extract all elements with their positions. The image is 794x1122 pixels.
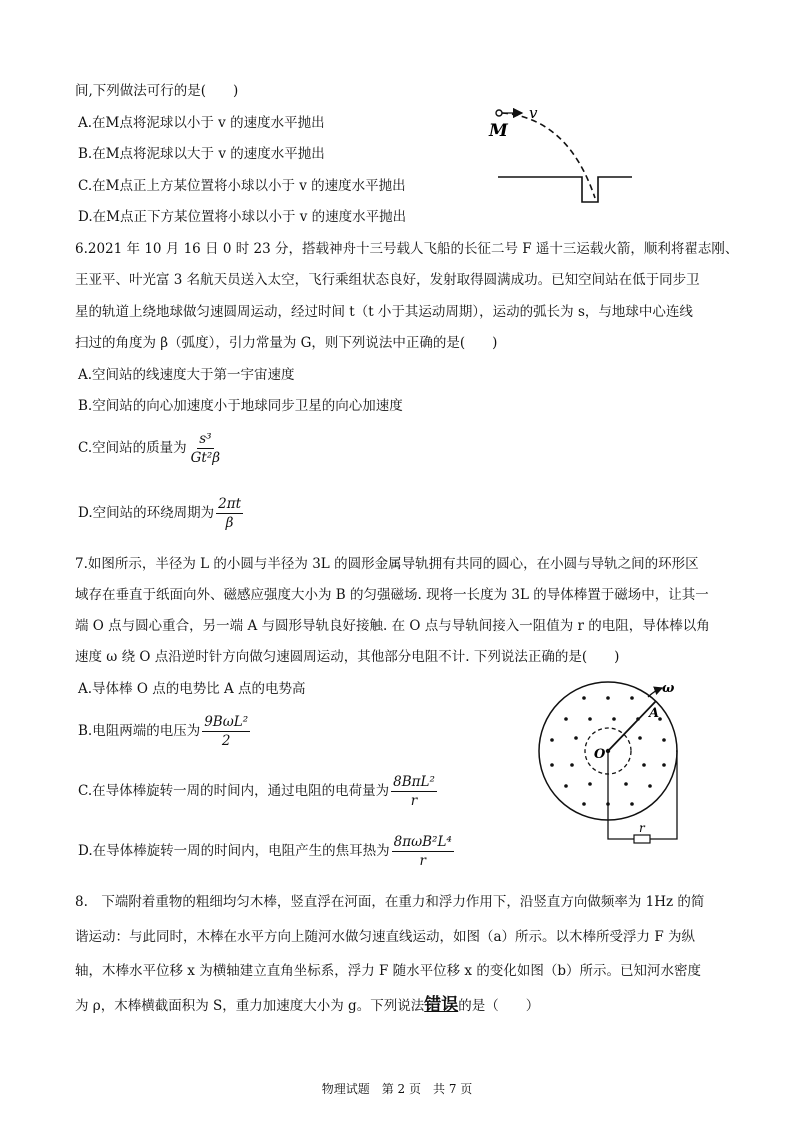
q7-line-2: 域存在垂直于纸面向外、磁感应强度大小为 B 的匀强磁场. 现将一长度为 3L 的导体棒置于磁场中，让其一 bbox=[75, 587, 709, 603]
q7-point-a-label: A bbox=[649, 706, 660, 721]
q7-line-1: 7.如图所示，半径为 L 的小圆与半径为 3L 的圆形金属导轨拥有共同的圆心，在小圆与导轨之间的环形区 bbox=[75, 556, 699, 572]
q6-option-d-fraction: $\frac{2\pi t}{\beta}$ bbox=[218, 496, 242, 531]
q6-line-4: 扫过的角度为 β（弧度），引力常量为 G，则下列说法中正确的是( ) bbox=[75, 335, 498, 351]
q7-rotation-arrow bbox=[648, 688, 662, 697]
q6-line-1: 6.2021 年 10 月 16 日 0 时 23 分，搭载神舟十三号载人飞船的长征二号 F 遥十三运载火箭，顺利将翟志刚、 bbox=[75, 241, 739, 257]
q5-option-c: C.在M点正上方某位置将小球以小于 v 的速度水平抛出 bbox=[78, 178, 406, 194]
q5-figure bbox=[488, 100, 638, 210]
q6-line-3: 星的轨道上绕地球做匀速圆周运动，经过时间 t（t 小于其运动周期），运动的弧长为 s，与地球中心连线 bbox=[75, 304, 693, 320]
q6-option-a: A.空间站的线速度大于第一宇宙速度 bbox=[78, 367, 295, 383]
q8-line-4: 为 ρ，木棒横截面积为 S，重力加速度大小为 g。下列说法错误的是（ ） bbox=[75, 995, 540, 1015]
q5-ball bbox=[496, 110, 502, 116]
q8-line-2: 谐运动：与此同时，木棒在水平方向上随河水做匀速直线运动，如图（a）所示。以木棒所受浮力 F 为纵 bbox=[75, 929, 695, 945]
q5-option-d: D.在M点正下方某位置将小球以小于 v 的速度水平抛出 bbox=[78, 209, 407, 225]
q6-option-d: D.空间站的环绕周期为 $\frac{2\pi t}{\beta}$ bbox=[78, 496, 242, 531]
q7-option-b-fraction: $\frac{\text{9BωL²}}{2}$ bbox=[204, 714, 249, 749]
q7-figure bbox=[538, 680, 698, 850]
q8-emphasis-word: 错误 bbox=[424, 995, 459, 1015]
q7-resistor-label: r bbox=[639, 821, 645, 835]
q5-stem-tail: 间,下列做法可行的是( ) bbox=[75, 83, 239, 99]
q5-trajectory bbox=[502, 113, 595, 198]
q7-option-a: A.导体棒 O 点的电势比 A 点的电势高 bbox=[78, 681, 306, 697]
q7-option-c-fraction: $\frac{\text{8BπL²}}{r}$ bbox=[393, 774, 435, 809]
q8-line-1: 8. 下端附着重物的粗细均匀木棒，竖直浮在河面，在重力和浮力作用下，沿竖直方向做频率为 1Hz 的简 bbox=[75, 894, 705, 910]
q7-line-3: 端 O 点与圆心重合，另一端 A 与圆形导轨良好接触. 在 O 点与导轨间接入一阻值为 r 的电阻，导体棒以角 bbox=[75, 618, 710, 634]
q8-line-3: 轴，木棒水平位移 x 为横轴建立直角坐标系，浮力 F 随水平位移 x 的变化如图（b）所示。已知河水密度 bbox=[75, 963, 701, 979]
q6-option-c-fraction: $\frac{\text{s³}}{\text{Gt²β}}$ bbox=[190, 431, 221, 466]
q7-option-d: D.在导体棒旋转一周的时间内，电阻产生的焦耳热为 $\frac{\text{8πωB²L⁴}}{r}$ bbox=[78, 834, 452, 869]
q7-option-c: C.在导体棒旋转一周的时间内，通过电阻的电荷量为 $\frac{\text{8BπL²}}{r}$ bbox=[78, 774, 435, 809]
q5-option-b: B.在M点将泥球以大于 v 的速度水平抛出 bbox=[78, 146, 325, 162]
q6-line-2: 王亚平、叶光富 3 名航天员送入太空，飞行乘组状态良好，发射取得圆满成功。已知空间站在低于同步卫 bbox=[75, 272, 700, 288]
q7-resistor bbox=[634, 835, 650, 843]
q5-point-label: M bbox=[489, 121, 508, 141]
q5-option-a: A.在M点将泥球以小于 v 的速度水平抛出 bbox=[78, 115, 325, 131]
q5-velocity-label: v bbox=[529, 104, 538, 122]
page-footer: 物理试题 第 2 页 共 7 页 bbox=[321, 1082, 473, 1096]
q6-option-c: C.空间站的质量为 $\frac{\text{s³}}{\text{Gt²β}}$ bbox=[78, 431, 221, 466]
q7-lead-wire-center bbox=[608, 751, 634, 839]
q7-option-b: B.电阻两端的电压为 $\frac{\text{9BωL²}}{2}$ bbox=[78, 714, 249, 749]
q7-omega-label: ω bbox=[662, 681, 675, 696]
q6-option-b: B.空间站的向心加速度小于地球同步卫星的向心加速度 bbox=[78, 398, 403, 414]
q5-ground-with-hole bbox=[498, 177, 632, 202]
q7-line-4: 速度 ω 绕 O 点沿逆时针方向做匀速圆周运动，其他部分电阻不计. 下列说法正确的是( ) bbox=[75, 649, 620, 665]
q7-point-o-label: O bbox=[594, 747, 606, 762]
q7-option-d-fraction: $\frac{\text{8πωB²L⁴}}{r}$ bbox=[393, 834, 452, 869]
